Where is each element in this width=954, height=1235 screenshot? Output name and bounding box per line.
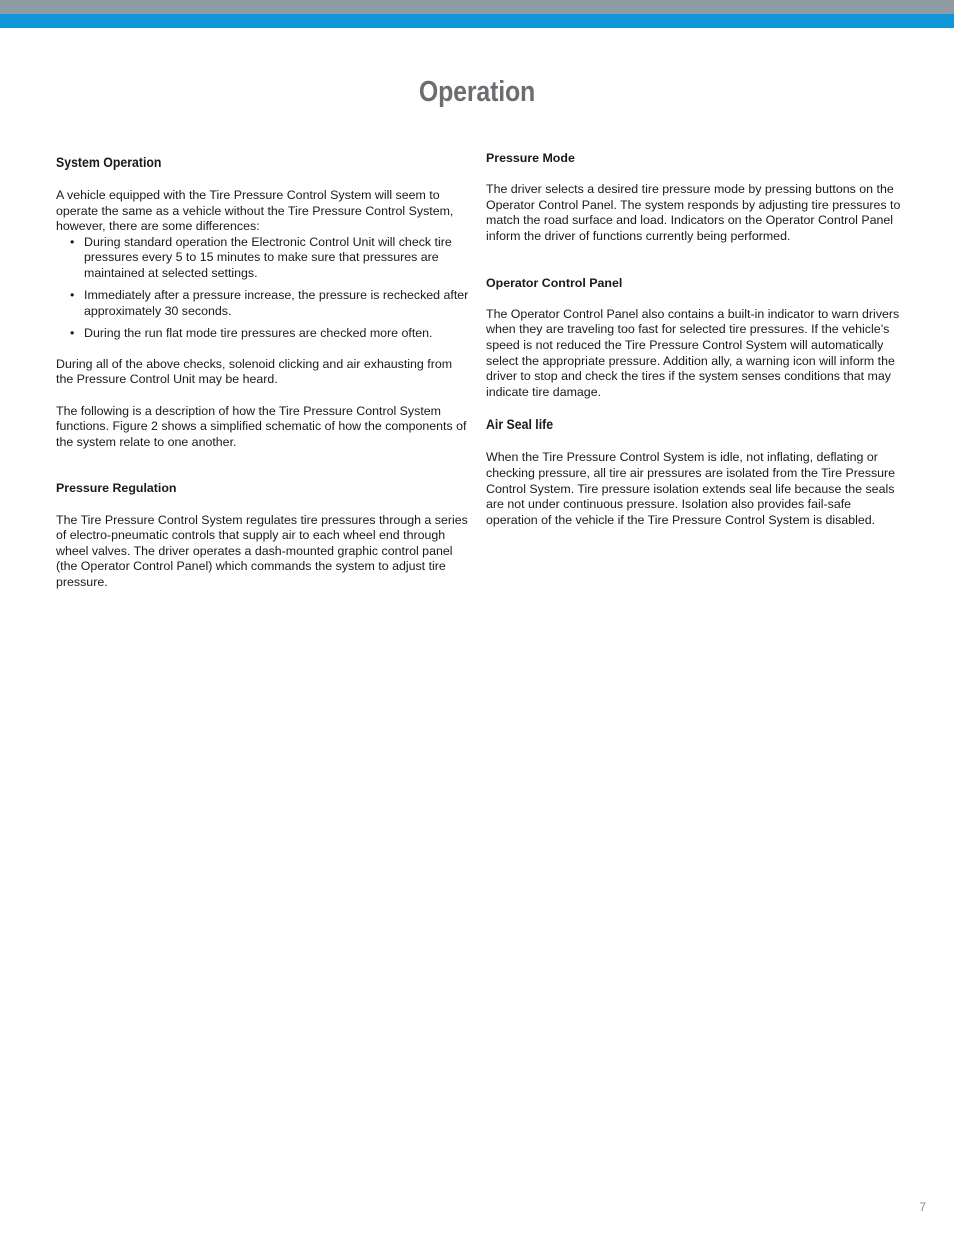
- section-heading-air-seal-life: Air Seal life: [486, 417, 554, 433]
- list-item: [56, 326, 470, 342]
- section-system-operation: [56, 154, 470, 450]
- list-item: [56, 235, 470, 282]
- section-heading-pressure-regulation: Pressure Regulation: [56, 481, 177, 496]
- operator-control-panel-body: The Operator Control Panel also contains a built-in indicator to warn drivers when they are traveling too fast for selected tire pressures. If the vehicle’s speed is not reduced the Tire Pressure Control System will automatically select the appropriate pressure. Addition ally, a warning icon will inform the driver to stop and check the tires if the system senses conditions that may indicate tire damage.: [486, 306, 900, 399]
- section-pressure-mode: [486, 151, 904, 245]
- list-item-text: During the run flat mode tire pressures are checked more often.: [84, 325, 433, 340]
- system-operation-intro: A vehicle equipped with the Tire Pressure Control System will seem to operate the same as a vehicle without the Tire Pressure Control System, however, there are some differences:: [56, 188, 454, 234]
- air-seal-life-body: When the Tire Pressure Control System is idle, not inflating, deflating or checking pressure, all tire air pressures are isolated from the Tire Pressure Control System. Tire pressure isolation extends seal life because the seals are not under continuous pressure. Isolation also provides fail-safe operation of the vehicle if the Tire Pressure Control System is disabled.: [486, 450, 896, 527]
- left-column: [56, 154, 470, 591]
- bullet-marker: •: [70, 288, 75, 303]
- differences-list: [56, 235, 470, 342]
- system-operation-paragraph-2: During all of the above checks, solenoid clicking and air exhausting from the Pressure Control Unit may be heard.: [56, 356, 453, 387]
- header-band-gray: [0, 0, 954, 14]
- bullet-marker: •: [70, 234, 75, 249]
- list-item-text: During standard operation the Electronic Control Unit will check tire pressures every 5 to 15 minutes to make sure that pressures are maintained at selected settings.: [84, 234, 452, 280]
- section-operator-control-panel: [486, 276, 904, 401]
- right-column: [486, 151, 904, 528]
- section-heading-operator-control-panel: Operator Control Panel: [486, 275, 623, 290]
- list-item-text: Immediately after a pressure increase, the pressure is rechecked after approximately 30 seconds.: [84, 288, 469, 318]
- section-air-seal-life: [486, 416, 904, 528]
- pressure-regulation-body: The Tire Pressure Control System regulates tire pressures through a series of electro-pneumatic controls that supply air to each wheel end through wheel valves. The driver operates a dash-mounted graphic control panel (the Operator Control Panel) which commands the system to adjust tire pressure.: [56, 512, 468, 589]
- page-title: Operation: [418, 76, 536, 108]
- section-pressure-regulation: [56, 481, 470, 590]
- section-heading-pressure-mode: Pressure Mode: [486, 151, 575, 165]
- bullet-marker: •: [70, 325, 75, 340]
- system-operation-paragraph-3: The following is a description of how the Tire Pressure Control System functions. Figure 2 shows a simplified schematic of how the components of the system relate to one another.: [56, 403, 467, 449]
- page-number: 7: [919, 1200, 926, 1214]
- section-heading-system-operation: System Operation: [56, 155, 162, 170]
- pressure-mode-body: The driver selects a desired tire pressure mode by pressing buttons on the Operator Control Panel. The system responds by adjusting tire pressures to match the road surface and load. Indicators on the Operator Control Panel inform the driver of functions currently being performed.: [486, 182, 901, 243]
- header-band-blue: [0, 14, 954, 28]
- list-item: [56, 288, 470, 319]
